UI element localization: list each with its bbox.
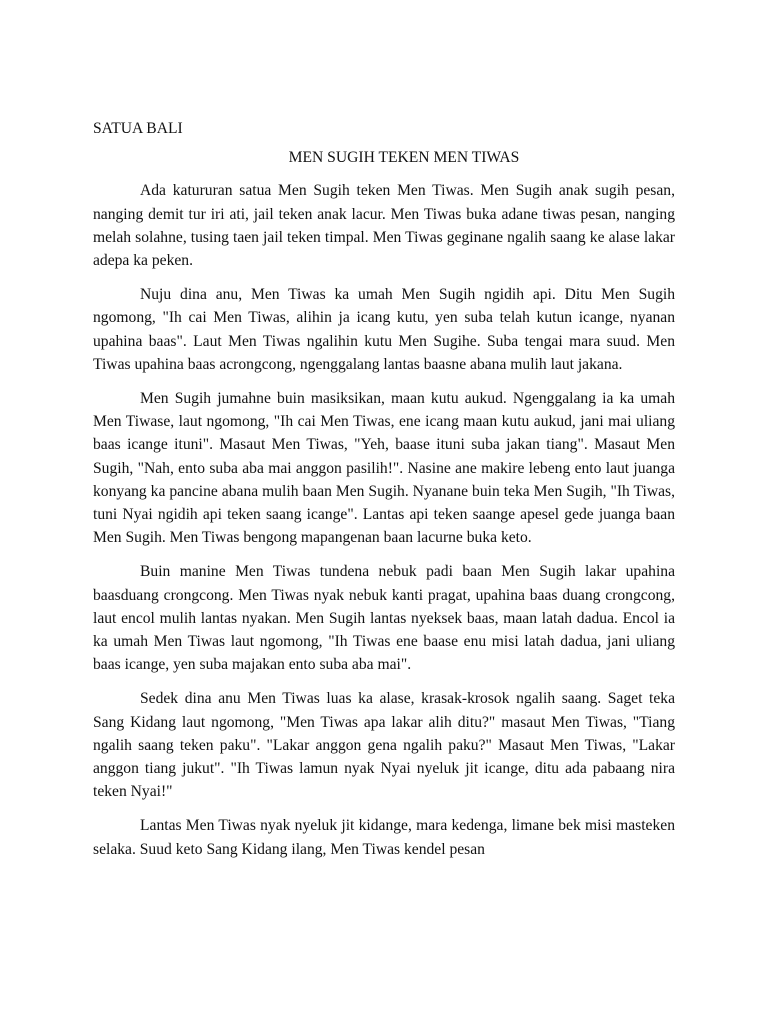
paragraph-1: Ada katururan satua Men Sugih teken Men Tiwas. Men Sugih anak sugih pesan, nanging demit tur iri ati, jail teken anak lacur. Men Tiwas buka adane tiwas pesan, nanging melah solahne, tusing taen jail teken timpal. Men Tiwas geginane ngalih saang ke alase lakar adepa ka peken. xyxy=(93,182,675,270)
paragraph-3: Men Sugih jumahne buin masiksikan, maan kutu aukud. Ngenggalang ia ka umah Men Tiwase, laut ngomong, "Ih cai Men Tiwas, ene icang maan kutu aukud, jani mai uliang baas icange ituni". Masaut Men Tiwas, "Yeh, baase ituni suba jakan tiang". Masaut Men Sugih, "Nah, ento suba aba mai anggon pasilih!". Nasine ane makire lebeng ento laut juanga konyang ka pancine abana mulih baan Men Sugih. Nyanane buin teka Men Sugih, "Ih Tiwas, tuni Nyai ngidih api teken saang icange". Lantas api teken saange apesel gede juanga baan Men Sugih. Men Tiwas bengong mapangenan baan lacurne buka keto. xyxy=(93,390,675,547)
paragraph-5: Sedek dina anu Men Tiwas luas ka alase, krasak-krosok ngalih saang. Saget teka Sang Kidang laut ngomong, "Men Tiwas apa lakar alih ditu?" masaut Men Tiwas, "Tiang ngalih saang teken paku". "Lakar anggon gena ngalih paku?" Masaut Men Tiwas, "Lakar anggon tiang jukut". "Ih Tiwas lamun nyak Nyai nyeluk jit icange, ditu ada pabaang nira teken Nyai!" xyxy=(93,690,675,801)
paragraph-4: Buin manine Men Tiwas tundena nebuk padi baan Men Sugih lakar upahina baasduang crongcong. Men Tiwas nyak nebuk kanti pragat, upahina baas duang crongcong, laut encol mulih lantas nyakan. Men Sugih lantas nyeksek baas, maan latah dadua. Encol ia ka umah Men Tiwas laut ngomong, "Ih Tiwas ene baase enu misi latah dadua, jani uliang baas icange, yen suba majakan ento suba aba mai". xyxy=(93,563,675,674)
paragraph-6: Lantas Men Tiwas nyak nyeluk jit kidange, mara kedenga, limane bek misi masteken selaka. Suud keto Sang Kidang ilang, Men Tiwas kendel pesan xyxy=(93,817,675,858)
document-label: SATUA BALI xyxy=(93,120,183,137)
paragraph-2: Nuju dina anu, Men Tiwas ka umah Men Sugih ngidih api. Ditu Men Sugih ngomong, "Ih cai Men Tiwas, alihin ja icang kutu, yen suba telah kutun icange, nyanan upahina baas". Laut Men Tiwas ngalihin kutu Men Sugihe. Suba tengai mara suud. Men Tiwas upahina baas acrongcong, ngenggalang lantas baasne abana mulih laut jakana. xyxy=(93,286,675,373)
document-page xyxy=(93,117,675,872)
document-title: MEN SUGIH TEKEN MEN TIWAS xyxy=(288,149,520,167)
